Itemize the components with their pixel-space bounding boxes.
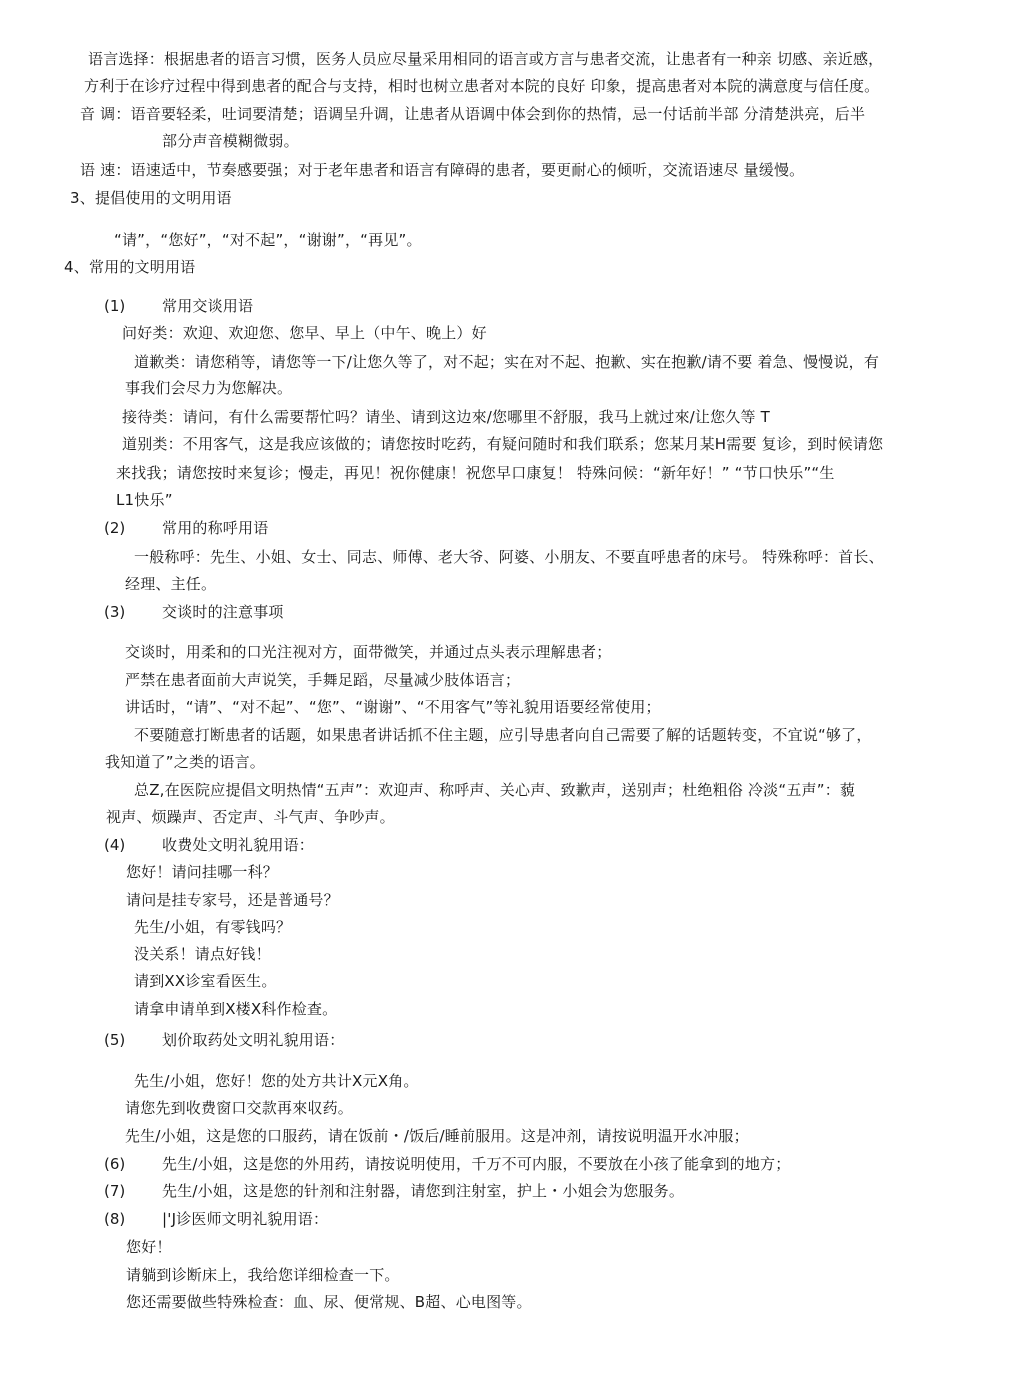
item-number-1: (1) [104,297,126,315]
paragraph-line: 请问是挂专家号，还是普通号？ [126,891,339,909]
subsection-heading: 划价取药处文明礼貌用语： [162,1031,345,1049]
paragraph-line: 一般称呼：先生、小姐、女士、同志、师傅、老大爷、阿婆、小朋友、不要直呼患者的床号。 特殊称呼：首长、 [134,548,884,566]
paragraph-line: 请您先到收费窗口交款再來収药。 [125,1099,354,1117]
paragraph-line: 事我们会尽力为您解决。 [125,379,293,397]
item-number-8: (8) [104,1210,126,1228]
subsection-heading: 交谈时的注意事项 [162,603,284,621]
paragraph-line: 您还需要做些特殊检查：血、尿、便常规、B超、心电图等。 [126,1293,532,1311]
paragraph-line: 先生/小姐，有零钱吗？ [134,918,292,936]
paragraph-line: 先生/小姐，这是您的口服药，请在饭前・/饭后/睡前服用。这是冲剂，请按说明温开水冲服； [125,1127,749,1145]
item-number-3: (3) [104,603,126,621]
paragraph-line: 先生/小姐，这是您的外用药，请按说明使用，千万不可内服，不要放在小孩了能拿到的地方； [162,1155,791,1173]
paragraph-line: 您好！请问挂哪一科？ [126,863,279,881]
paragraph-line: 您好！ [126,1238,172,1256]
paragraph-line: 总Z,在医院应提倡文明热情“五声”：欢迎声、称呼声、关心声、致歉声，送别声；杜绝粗俗 冷淡“五声”：藐 [134,781,856,799]
paragraph-line: 交谈时，用柔和的口光注视对方，面带微笑，并通过点头表示理解患者； [125,643,612,661]
paragraph-line: 讲话时，“请”、“对不起”、“您”、“谢谢”、“不用客气”等礼貌用语要经常使用； [125,698,661,716]
paragraph-line: 没关系！请点好钱！ [134,945,271,963]
section-heading-3: 3、提倡使用的文明用语 [70,189,232,207]
subsection-heading: 常用交谈用语 [162,297,254,315]
paragraph-line: 先生/小姐，您好！您的处方共计X元X角。 [134,1072,419,1090]
paragraph-line-language-choice: 语言选择：根据患者的语言习惯，医务人员应尽量采用相同的语言或方言与患者交流，让患者有一种亲 切感、亲近感， [88,50,884,68]
item-number-4: (4) [104,836,126,854]
paragraph-line: 接待类：请问，有什么需要帮忙吗？请坐、请到这边來/您哪里不舒服，我马上就过來/让您久等 T [122,408,771,426]
paragraph-line: 不要随意打断患者的话题，如果患者讲话抓不住主题，应引导患者向自己需要了解的话题转变，不宜说“够了， [134,726,872,744]
paragraph-line-polite-words: “请”，“您好”，“对不起”，“谢谢”，“再见”。 [114,231,422,249]
paragraph-line: 部分声音模糊微弱。 [162,132,299,150]
paragraph-line: 来找我；请您按时来复诊；慢走，再见！祝你健康！祝您早口康复！ 特殊问候：“新年好！” “节口快乐”“生 [116,464,835,482]
paragraph-line: 我知道了”之类的语言。 [105,753,265,771]
item-number-5: (5) [104,1031,126,1049]
paragraph-line-speed: 语 速：语速适中，节奏感要强；对于老年患者和语言有障碍的患者，要更耐心的倾听，交流语速尽 量缓慢。 [80,161,805,179]
paragraph-line: 道歉类：请您稍等，请您等一下/让您久等了，对不起；实在对不起、抱歉、实在抱歉/请不要 着急、慢慢说，有 [134,353,880,371]
paragraph-line: 经理、主任。 [125,575,217,593]
paragraph-line: 视声、烦躁声、否定声、斗气声、争吵声。 [106,808,395,826]
paragraph-line-tone: 音 调：语音要轻柔，吐词要清楚；语调呈升调，让患者从语调中体会到你的热情，忌一付话前半部 分清楚洪亮，后半 [80,105,866,123]
paragraph-line: 请躺到诊断床上，我给您详细检查一下。 [126,1266,400,1284]
item-number-6: (6) [104,1155,126,1173]
paragraph-line: 方利于在诊疗过程中得到患者的配合与支持，相时也树立患者对本院的良好 印象，提高患者对本院的满意度与信任度。 [84,77,880,95]
paragraph-line: 严禁在患者面前大声说笑，手舞足蹈，尽量减少肢体语言； [125,671,521,689]
paragraph-line: 请拿申请单到X楼X科作检查。 [134,1000,338,1018]
paragraph-line: 先生/小姐，这是您的针剂和注射器，请您到注射室，护上・小姐会为您服务。 [162,1182,685,1200]
paragraph-line: 道别类：不用客气，这是我应该做的；请您按时吃药，有疑问随时和我们联系；您某月某H需要 复诊，到时候请您 [122,435,884,453]
paragraph-line: 问好类：欢迎、欢迎您、您早、早上（中午、晚上）好 [122,324,487,342]
subsection-heading: |'J诊医师文明礼貌用语： [162,1210,329,1228]
paragraph-line: 请到XX诊室看医生。 [134,972,277,990]
section-heading-4: 4、常用的文明用语 [64,258,196,276]
paragraph-line: L1快乐” [116,491,173,509]
subsection-heading: 常用的称呼用语 [162,519,269,537]
item-number-7: (7) [104,1182,126,1200]
subsection-heading: 收费处文明礼貌用语： [162,836,315,854]
item-number-2: (2) [104,519,126,537]
